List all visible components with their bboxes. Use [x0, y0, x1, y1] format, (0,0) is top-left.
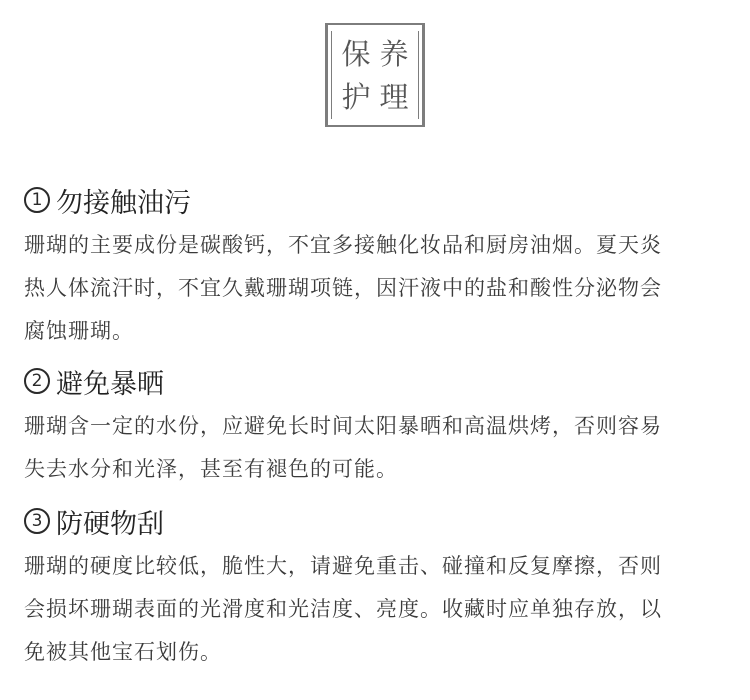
- body-line: 珊瑚含一定的水份，应避免长时间太阳暴晒和高温烘烤，否则容易: [24, 414, 662, 438]
- title-char: 护: [341, 80, 371, 114]
- body-line: 热人体流汗时，不宜久戴珊瑚项链，因汗液中的盐和酸性分泌物会: [24, 276, 662, 300]
- section-heading: [24, 361, 724, 401]
- section-avoid-sun: [24, 361, 724, 491]
- section-body: [24, 545, 724, 674]
- frame-right-outer-line: [422, 23, 425, 127]
- section-number-badge: 1: [24, 187, 50, 213]
- section-heading: [24, 501, 724, 541]
- body-line: 会损坏珊瑚表面的光滑度和光洁度、亮度。收藏时应单独存放，以: [24, 597, 662, 621]
- section-avoid-oil: [24, 180, 724, 353]
- title-frame: [325, 23, 425, 127]
- title-char: 理: [379, 80, 409, 114]
- section-title: 勿接触油污: [56, 187, 191, 219]
- title-char: 保: [341, 37, 371, 71]
- section-number-badge: 2: [24, 368, 50, 394]
- title-char: 养: [379, 37, 409, 71]
- body-line: 失去水分和光泽，甚至有褪色的可能。: [24, 457, 398, 481]
- frame-left-outer-line: [325, 23, 328, 127]
- section-heading: [24, 180, 724, 220]
- frame-top-line: [325, 23, 425, 25]
- body-line: 珊瑚的硬度比较低，脆性大，请避免重击、碰撞和反复摩擦，否则: [24, 554, 662, 578]
- frame-bottom-line: [325, 125, 425, 127]
- section-title: 避免暴晒: [56, 368, 164, 400]
- body-line: 珊瑚的主要成份是碳酸钙，不宜多接触化妆品和厨房油烟。夏天炎: [24, 233, 662, 257]
- frame-left-inner-line: [331, 31, 332, 119]
- section-number-badge: 3: [24, 508, 50, 534]
- section-body: [24, 405, 724, 491]
- body-line: 腐蚀珊瑚。: [24, 319, 134, 343]
- section-avoid-scratch: [24, 501, 724, 674]
- frame-right-inner-line: [418, 31, 419, 119]
- section-title: 防硬物刮: [56, 508, 164, 540]
- section-body: [24, 224, 724, 353]
- page-title: [337, 33, 413, 119]
- body-line: 免被其他宝石划伤。: [24, 640, 222, 664]
